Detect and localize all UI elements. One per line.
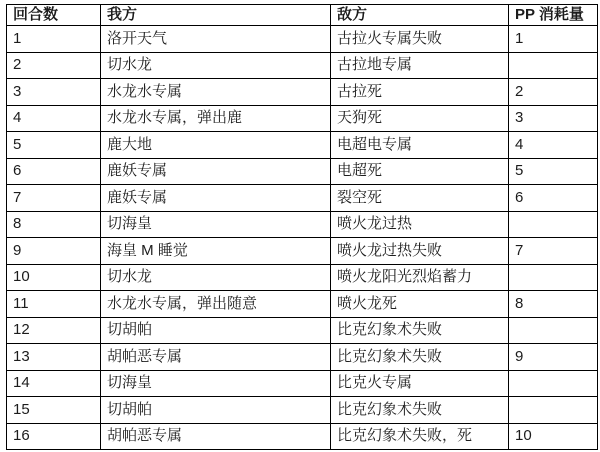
our-side-cell: 鹿妖专属: [101, 185, 331, 212]
header-row: [7, 5, 598, 26]
round-cell: 5: [7, 132, 101, 159]
table-row: [7, 105, 598, 132]
header-round: 回合数: [7, 5, 101, 26]
table-row: [7, 26, 598, 53]
round-cell: 14: [7, 370, 101, 397]
our-side-cell: 胡帕恶专属: [101, 423, 331, 450]
enemy-side-cell: 喷火龙过热: [331, 211, 509, 238]
enemy-side-cell: 喷火龙死: [331, 291, 509, 318]
our-side-cell: 洛开天气: [101, 26, 331, 53]
enemy-side-cell: 古拉地专属: [331, 52, 509, 79]
table-row: [7, 79, 598, 106]
our-side-cell: 切海皇: [101, 211, 331, 238]
pp-cell: 2: [509, 79, 598, 106]
pp-cell: 6: [509, 185, 598, 212]
header-pp-consumption: PP 消耗量: [509, 5, 598, 26]
round-cell: 13: [7, 344, 101, 371]
round-cell: 15: [7, 397, 101, 424]
our-side-cell: 水龙水专属，弹出鹿: [101, 105, 331, 132]
our-side-cell: 鹿大地: [101, 132, 331, 159]
our-side-cell: 切胡帕: [101, 317, 331, 344]
table-body: [7, 26, 598, 450]
enemy-side-cell: 电超电专属: [331, 132, 509, 159]
round-cell: 16: [7, 423, 101, 450]
enemy-side-cell: 古拉死: [331, 79, 509, 106]
pp-cell: 3: [509, 105, 598, 132]
round-cell: 7: [7, 185, 101, 212]
table-row: [7, 370, 598, 397]
round-cell: 9: [7, 238, 101, 265]
table-row: [7, 185, 598, 212]
pp-cell: 7: [509, 238, 598, 265]
our-side-cell: 切水龙: [101, 264, 331, 291]
enemy-side-cell: 比克火专属: [331, 370, 509, 397]
our-side-cell: 切胡帕: [101, 397, 331, 424]
table-row: [7, 344, 598, 371]
enemy-side-cell: 比克幻象术失败: [331, 344, 509, 371]
table-row: [7, 397, 598, 424]
round-cell: 11: [7, 291, 101, 318]
round-cell: 8: [7, 211, 101, 238]
battle-log-table: [6, 4, 598, 450]
table-row: [7, 264, 598, 291]
round-cell: 6: [7, 158, 101, 185]
our-side-cell: 胡帕恶专属: [101, 344, 331, 371]
our-side-cell: 切水龙: [101, 52, 331, 79]
our-side-cell: 水龙水专属: [101, 79, 331, 106]
round-cell: 2: [7, 52, 101, 79]
table-row: [7, 238, 598, 265]
pp-cell: 8: [509, 291, 598, 318]
header-our-side: 我方: [101, 5, 331, 26]
pp-cell: [509, 211, 598, 238]
round-cell: 10: [7, 264, 101, 291]
pp-cell: [509, 52, 598, 79]
enemy-side-cell: 比克幻象术失败，死: [331, 423, 509, 450]
enemy-side-cell: 喷火龙阳光烈焰蓄力: [331, 264, 509, 291]
pp-cell: 4: [509, 132, 598, 159]
our-side-cell: 水龙水专属，弹出随意: [101, 291, 331, 318]
pp-cell: [509, 264, 598, 291]
table-row: [7, 52, 598, 79]
enemy-side-cell: 天狗死: [331, 105, 509, 132]
our-side-cell: 切海皇: [101, 370, 331, 397]
pp-cell: 5: [509, 158, 598, 185]
our-side-cell: 鹿妖专属: [101, 158, 331, 185]
round-cell: 4: [7, 105, 101, 132]
round-cell: 3: [7, 79, 101, 106]
pp-cell: [509, 317, 598, 344]
table-row: [7, 317, 598, 344]
table-row: [7, 291, 598, 318]
header-enemy-side: 敌方: [331, 5, 509, 26]
table-row: [7, 423, 598, 450]
our-side-cell: 海皇 M 睡觉: [101, 238, 331, 265]
enemy-side-cell: 古拉火专属失败: [331, 26, 509, 53]
enemy-side-cell: 比克幻象术失败: [331, 397, 509, 424]
round-cell: 12: [7, 317, 101, 344]
table-row: [7, 132, 598, 159]
pp-cell: 10: [509, 423, 598, 450]
pp-cell: 1: [509, 26, 598, 53]
round-cell: 1: [7, 26, 101, 53]
enemy-side-cell: 比克幻象术失败: [331, 317, 509, 344]
enemy-side-cell: 电超死: [331, 158, 509, 185]
table-row: [7, 158, 598, 185]
enemy-side-cell: 喷火龙过热失败: [331, 238, 509, 265]
enemy-side-cell: 裂空死: [331, 185, 509, 212]
pp-cell: [509, 397, 598, 424]
pp-cell: 9: [509, 344, 598, 371]
pp-cell: [509, 370, 598, 397]
table-row: [7, 211, 598, 238]
